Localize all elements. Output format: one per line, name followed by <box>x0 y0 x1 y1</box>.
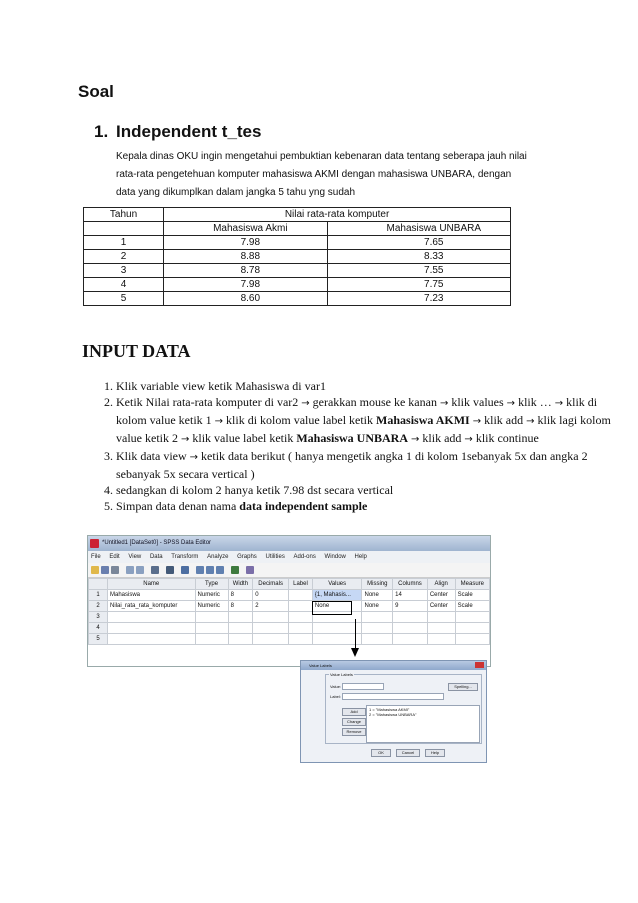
steps-list <box>80 378 616 514</box>
menu-file[interactable]: File <box>91 554 101 560</box>
find-icon[interactable] <box>166 566 174 574</box>
add-button[interactable]: Add <box>342 708 366 716</box>
step-text: klik … <box>518 395 552 409</box>
col-type[interactable]: Type <box>195 579 228 590</box>
heading-soal: Soal <box>78 82 114 101</box>
col-decimals[interactable]: Decimals <box>253 579 289 590</box>
table-row <box>89 601 490 612</box>
step-3 <box>116 448 616 482</box>
menu-edit[interactable]: Edit <box>109 554 120 560</box>
value-labels-dialog <box>300 660 487 763</box>
header-unbara: Mahasiswa UNBARA <box>327 222 510 236</box>
intro-paragraph <box>116 148 576 202</box>
arrow-icon: → <box>189 452 199 463</box>
menu-view[interactable]: View <box>128 554 142 560</box>
intro-line: rata-rata pengetehuan komputer mahasiswa AKMI dengan mahasiswa UNBARA, dengan <box>116 169 512 180</box>
step-2 <box>116 394 616 448</box>
cell-akmi: 8.78 <box>164 264 327 278</box>
label-label: Label: <box>330 694 341 699</box>
menu-addons[interactable]: Add-ons <box>293 554 316 560</box>
col-missing[interactable]: Missing <box>362 579 393 590</box>
remove-button[interactable]: Remove <box>342 728 366 736</box>
table-row <box>89 623 490 634</box>
spss-screenshot <box>87 535 491 667</box>
value-input[interactable] <box>342 683 384 690</box>
cell-width[interactable]: 8 <box>228 601 253 612</box>
grid-header <box>89 579 490 590</box>
close-icon[interactable] <box>475 662 484 668</box>
col-values[interactable]: Values <box>312 579 362 590</box>
cell-decimals[interactable]: 2 <box>253 601 289 612</box>
step-text: sedangkan di kolom 2 hanya ketik 7.98 dst secara vertical <box>116 483 394 497</box>
cell-unbara: 7.55 <box>327 264 510 278</box>
menu-analyze[interactable]: Analyze <box>207 554 229 560</box>
cell-values[interactable]: {1, Mahasis... <box>312 590 362 601</box>
cell-unbara: 7.65 <box>327 236 510 250</box>
spss-menubar <box>88 551 490 563</box>
arrow-icon: → <box>214 416 224 427</box>
cell-columns[interactable]: 9 <box>393 601 428 612</box>
values-highlight-box <box>312 601 352 615</box>
weight-icon[interactable] <box>206 566 214 574</box>
spss-toolbar <box>88 563 490 578</box>
step-text: klik add <box>484 413 524 427</box>
step-text: klik di kolom value ketik 1 <box>116 395 598 427</box>
help-button[interactable]: Help <box>425 749 445 757</box>
cell-type[interactable]: Numeric <box>195 601 228 612</box>
cell-akmi: 7.98 <box>164 278 327 292</box>
step-text: klik value label ketik <box>192 431 294 445</box>
dialog-titlebar <box>301 661 486 670</box>
step-1 <box>116 378 616 394</box>
spss-app-icon <box>90 539 99 548</box>
cell-tahun: 2 <box>84 250 164 264</box>
arrow-icon: → <box>301 398 310 409</box>
table-row <box>84 292 511 306</box>
arrow-icon: → <box>526 416 535 427</box>
cell-name[interactable]: Mahasiswa <box>108 590 196 601</box>
step-bold: data independent sample <box>239 499 368 513</box>
input-data-title: INPUT DATA <box>82 341 191 361</box>
group-label: Value Labels <box>330 672 353 677</box>
arrow-icon: → <box>554 398 564 409</box>
cell-align[interactable]: Center <box>427 590 455 601</box>
cancel-button[interactable]: Cancel <box>396 749 420 757</box>
step-text: Klik data view <box>116 449 187 463</box>
cell-measure[interactable]: Scale <box>455 590 489 601</box>
table-row <box>89 634 490 645</box>
cell-measure[interactable]: Scale <box>455 601 489 612</box>
arrow-icon: → <box>180 434 190 445</box>
menu-transform[interactable]: Transform <box>171 554 199 560</box>
table-row <box>84 278 511 292</box>
list-item[interactable]: 2 = "Mahasiswa UNBARA" <box>369 712 417 717</box>
col-width[interactable]: Width <box>228 579 253 590</box>
arrow-icon: → <box>411 434 420 445</box>
spss-variable-grid <box>88 578 490 645</box>
section-title <box>94 122 261 142</box>
cell-missing[interactable]: None <box>362 601 393 612</box>
cell-type[interactable]: Numeric <box>195 590 228 601</box>
cell-values[interactable]: None <box>312 601 362 612</box>
table-row <box>89 590 490 601</box>
open-icon[interactable] <box>91 566 99 574</box>
table-header-row <box>84 208 511 222</box>
cell-tahun: 3 <box>84 264 164 278</box>
arrow-icon: → <box>464 434 473 445</box>
redo-icon[interactable] <box>136 566 144 574</box>
arrow-icon: → <box>506 398 516 409</box>
row-number[interactable]: 3 <box>89 612 108 623</box>
section-title-text: Independent t_tes <box>116 122 262 141</box>
table-subheader-row <box>84 222 511 236</box>
menu-help[interactable]: Help <box>354 554 367 560</box>
cell-tahun: 4 <box>84 278 164 292</box>
step-text: klik lagi kolom value ketik 2 <box>116 413 611 445</box>
print-icon[interactable] <box>111 566 119 574</box>
sets-icon[interactable] <box>246 566 254 574</box>
menu-graphs[interactable]: Graphs <box>237 554 257 560</box>
cell-tahun: 1 <box>84 236 164 250</box>
step-text: Ketik Nilai rata-rata komputer di var2 <box>116 395 299 409</box>
cell-name[interactable]: Nilai_rata_rata_komputer <box>108 601 196 612</box>
cell-decimals[interactable]: 0 <box>253 590 289 601</box>
cell-akmi: 7.98 <box>164 236 327 250</box>
arrow-icon: → <box>472 416 482 427</box>
col-measure[interactable]: Measure <box>455 579 489 590</box>
undo-icon[interactable] <box>126 566 134 574</box>
cell-akmi: 8.60 <box>164 292 327 306</box>
col-align[interactable]: Align <box>427 579 455 590</box>
row-number[interactable]: 2 <box>89 601 108 612</box>
row-number[interactable]: 4 <box>89 623 108 634</box>
table-row <box>84 236 511 250</box>
menu-window[interactable]: Window <box>324 554 346 560</box>
step-text: klik add <box>422 431 462 445</box>
header-akmi: Mahasiswa Akmi <box>164 222 327 236</box>
cell-akmi: 8.88 <box>164 250 327 264</box>
data-table <box>83 207 511 306</box>
ok-button[interactable]: OK <box>371 749 391 757</box>
step-text: Simpan data denan nama <box>116 499 237 513</box>
cell-unbara: 7.23 <box>327 292 510 306</box>
cell-tahun: 5 <box>84 292 164 306</box>
insert-icon[interactable] <box>181 566 189 574</box>
cell-label[interactable] <box>289 590 313 601</box>
spss-titlebar <box>88 536 490 551</box>
menu-data[interactable]: Data <box>149 554 163 560</box>
step-text: klik continue <box>475 431 539 445</box>
step-5 <box>116 498 616 514</box>
goto-icon[interactable] <box>151 566 159 574</box>
section-number: 1. <box>94 122 109 141</box>
menu-utilities[interactable]: Utilities <box>265 554 285 560</box>
intro-line: Kepala dinas OKU ingin mengetahui pembuktian kebenaran data tentang seberapa jauh nilai <box>116 151 527 162</box>
connector-line <box>355 619 356 649</box>
header-tahun: Tahun <box>84 208 164 222</box>
cell-unbara: 8.33 <box>327 250 510 264</box>
spss-window-title: *Untitled1 [DataSet0] - SPSS Data Editor <box>102 540 212 546</box>
labels-list[interactable] <box>366 705 480 743</box>
dialog-title: Value Labels <box>309 663 332 668</box>
header-empty <box>84 222 164 236</box>
cell-width[interactable]: 8 <box>228 590 253 601</box>
value-label: Value: <box>330 684 342 689</box>
step-bold: Mahasiswa AKMI <box>376 413 470 427</box>
header-nilai: Nilai rata-rata komputer <box>164 208 511 222</box>
spelling-button[interactable]: Spelling... <box>448 683 478 691</box>
list-item[interactable]: 1 = "Mahasiswa AKMI" <box>369 707 410 712</box>
col-columns[interactable]: Columns <box>393 579 428 590</box>
intro-line: data yang dikumplkan dalam jangka 5 tahu yng sudah <box>116 187 356 198</box>
step-bold: Mahasiswa UNBARA <box>296 431 409 445</box>
cell-columns[interactable]: 14 <box>393 590 428 601</box>
change-button[interactable]: Change <box>342 718 366 726</box>
select-icon[interactable] <box>216 566 224 574</box>
table-row <box>84 250 511 264</box>
split-icon[interactable] <box>196 566 204 574</box>
col-name[interactable]: Name <box>108 579 196 590</box>
step-4 <box>116 482 616 498</box>
grid-corner <box>89 579 108 590</box>
cell-align[interactable]: Center <box>427 601 455 612</box>
save-icon[interactable] <box>101 566 109 574</box>
cell-missing[interactable]: None <box>362 590 393 601</box>
row-number[interactable]: 1 <box>89 590 108 601</box>
table-row <box>84 264 511 278</box>
col-label[interactable]: Label <box>289 579 313 590</box>
cell-label[interactable] <box>289 601 313 612</box>
table-row <box>89 612 490 623</box>
step-text: klik di kolom value label ketik <box>226 413 374 427</box>
labels-icon[interactable] <box>231 566 239 574</box>
arrow-icon: → <box>439 398 449 409</box>
label-input[interactable] <box>342 693 444 700</box>
step-text: ketik data berikut ( hanya mengetik angka 1 di kolom 1sebanyak 5x dan angka 2 sebanyak 5x secara vertical ) <box>116 449 588 481</box>
arrow-down-icon <box>351 648 359 657</box>
step-text: gerakkan mouse ke kanan <box>312 395 437 409</box>
step-text: Klik variable view ketik Mahasiswa di var1 <box>116 379 326 393</box>
cell-unbara: 7.75 <box>327 278 510 292</box>
step-text: klik values <box>451 395 504 409</box>
row-number[interactable]: 5 <box>89 634 108 645</box>
